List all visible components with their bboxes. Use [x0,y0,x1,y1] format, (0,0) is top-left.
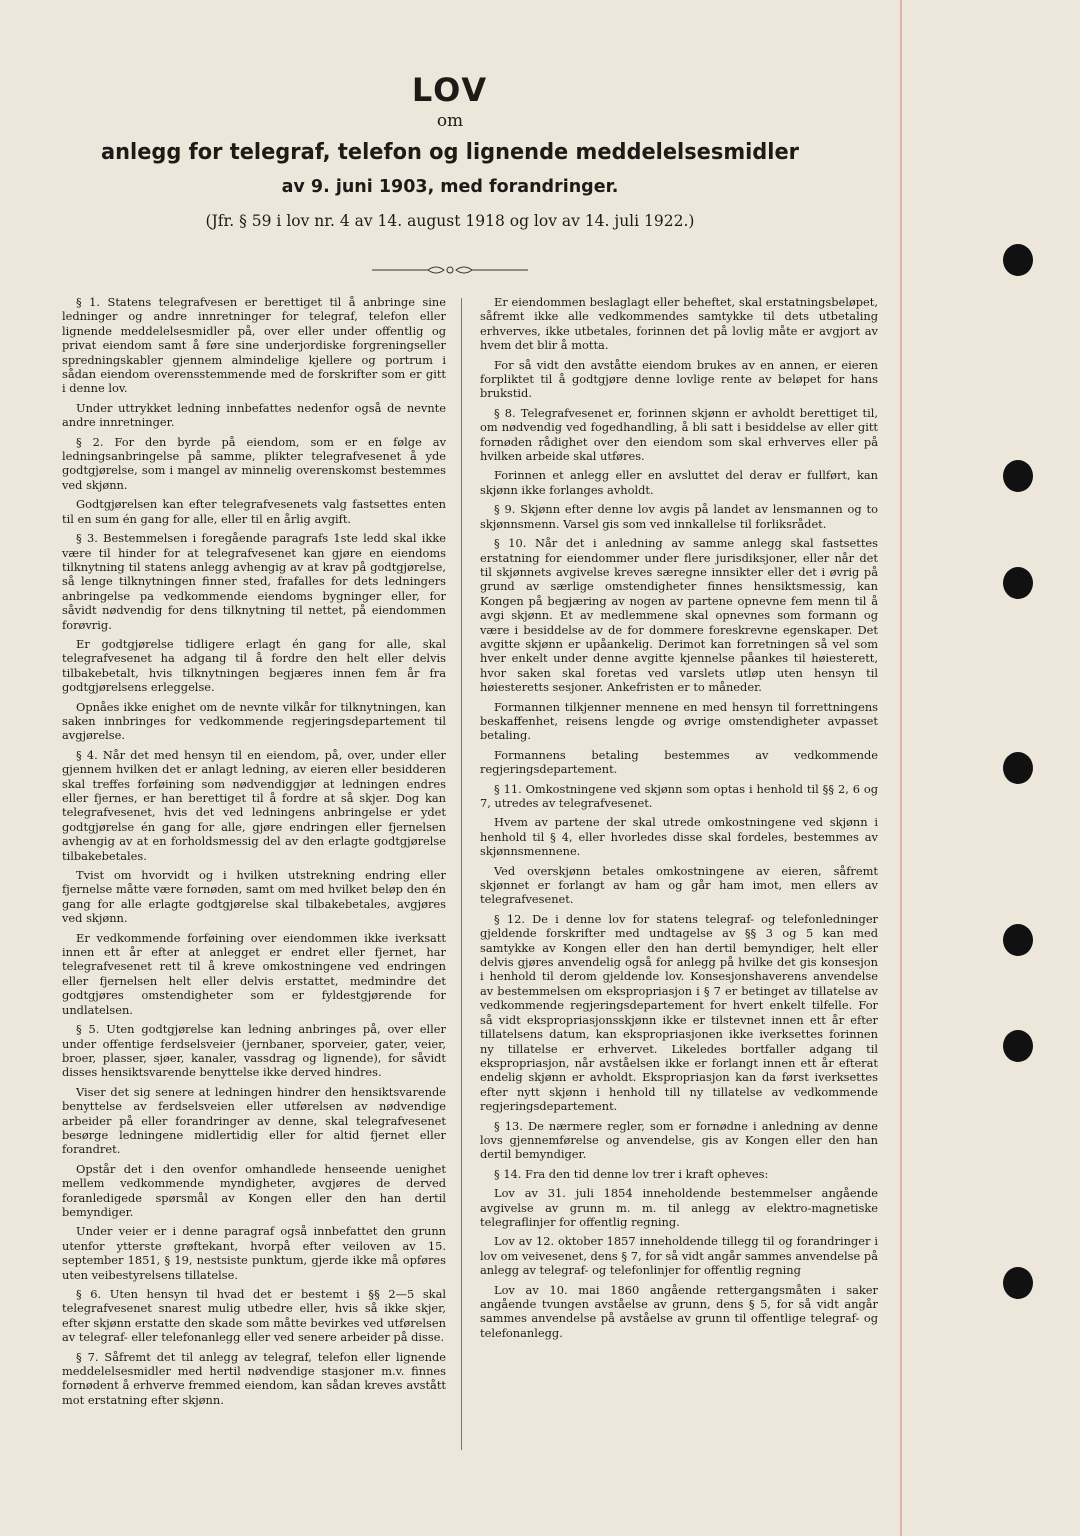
paragraph: § 5. Uten godtgjørelse kan ledning anbringes på, over eller under offentige ferdselsveier (jernbaner, sporveier, gater, veier, broer, plasser, sjøer, kanaler, vassdrag og lignende), for såvidt disses hensiktsvarende benyttelse ikke derved hindres. [62,1022,446,1080]
paragraph: § 14. Fra den tid denne lov trer i kraft opheves: [494,1166,769,1181]
paragraph: Under veier er i denne paragraf også innbefattet den grunn utenfor ytterste grøftekant, hvorpå efter veiloven av 15. september 1851, § 19, nestsiste punktum, gjerde ikke må opføres uten veibestyrelsens tillatelse. [62,1224,446,1282]
punch-hole-icon [1003,460,1033,492]
title-connector: om [436,111,464,131]
paragraph: Lov av 12. oktober 1857 inneholdende tillegg til og forandringer i lov om veivesenet, dens § 7, for så vidt angår sammes anvendelse på anlegg av telegraf- og telefonlinjer for offentlig regning [480,1234,878,1278]
punch-hole-icon [1003,1267,1033,1299]
punch-hole-icon [1003,1030,1033,1062]
paragraph: § 10. Når det i anledning av samme anlegg skal fastsettes erstatning for eiendommer under flere jurisdiksjoner, eller når det til skjønnets avgivelse kreves særegne innsikter eller det i øvrig på grund av særlige omstendigheter finnes hensiktsmessig, kan Kongen på begjæring av nogen av partene opnevne fem menn til å avgi skjønn. Et av medlemmene skal opnevnes som formann og være i besiddelse av de for dommere foreskrevne egenskaper. Det avgitte skjønn er upåankelig. Derimot kan forretningen så vel som hver enkelt under denne avgitte kjennelse påankes til høiesterett, hvor saken skal foretas ved varslets utløp uten hensyn til høiesteretts sesjoner. Ankefristen er to måneder. [480,536,878,695]
paragraph: § 2. For den byrde på eiendom, som er en følge av ledningsanbringelse på samme, plikter telegrafvesenet å yde godtgjørelse, som i mangel av minnelig overenskomst bestemmes ved skjønn. [62,434,446,492]
paragraph: Er godtgjørelse tidligere erlagt én gang for alle, skal telegrafvesenet ha adgang til å fordre den helt eller delvis tilbakebetalt, hvis tilknytningen begjæres innen fem år fra godtgjørelsens erleggelse. [62,636,446,695]
paragraph: Er vedkommende forføining over eiendommen ikke iverksatt innen ett år efter at anlegget er endret eller fjernet, har telegrafvesenet rett til å kreve omkostningene ved endringen eller fjernelsen helt eller delvis erstattet, medmindre det godtgjøres omstendigheter som er fyldestgjørende for undlatelsen. [62,930,446,1017]
paragraph: § 1. Statens telegrafvesen er berettiget til å anbringe sine ledninger og andre innretninger for telegraf, telefon eller lignende meddelelsesmidler på, over eller under offentlig og privat eiendom samt å føre sine underjordiske forgreningseller spredningskabler gjennem almindelige kjellere og portrum i sådan eiendom overensstemmende med de forskrifter som er gitt i denne lov. [62,295,446,396]
margin-line [900,0,902,1536]
left-column [62,295,446,1412]
paragraph: Er eiendommen beslaglagt eller beheftet, skal erstatningsbeløpet, såfremt ikke alle vedkommendes samtykke til dets utbetaling erhverves, ikke utbetales, forinnen det på lovlig måte er avgjort av hvem det blir å motta. [480,295,878,353]
paragraph: § 13. De nærmere regler, som er fornødne i anledning av denne lovs gjennemførelse og anvendelse, gis av Kongen eller den han dertil bemyndiger. [480,1118,878,1162]
punch-hole-icon [1003,752,1033,784]
paragraph: Hvem av partene der skal utrede omkostningene ved skjønn i henhold til § 4, eller hvorledes disse skal fordeles, bestemmes av skjønnsmennene. [480,815,878,859]
punch-hole-icon [1003,567,1033,599]
paragraph: § 4. Når det med hensyn til en eiendom, på, over, under eller gjennem hvilken det er anlagt ledning, av eieren eller besidderen skal treffes forføining som nødvendiggjør at ledningen endres eller fjernes, er han berettiget til å fordre at så skjer. Dog kan telegrafvesenet, hvis det ved ledningens anbringelse er ydet godtgjørelse én gang for alle, gjøre endringen eller fjernelsen avhengig av at en forholdsmessig del av den erlagte godtgjørelse tilbakebetales. [62,747,446,863]
paragraph: § 9. Skjønn efter denne lov avgis på landet av lensmannen og to skjønnsmenn. Varsel gis som ved innkallelse til forliksrådet. [480,502,878,531]
right-column [480,295,878,1345]
paragraph: Tvist om hvorvidt og i hvilken utstrekning endring eller fjernelse måtte være fornøden, samt om med hvilket beløp den én gang for alle erlagte godtgjørelse skal tilbakebetales, avgjøres ved skjønn. [62,868,446,926]
paragraph: Godtgjørelsen kan efter telegrafvesenets valg fastsettes enten til en sum én gang for alle, eller til en årlig avgift. [62,497,446,526]
law-subtitle: anlegg for telegraf, telefon og lignende meddelelsesmidler [101,139,799,165]
column-divider [461,298,462,1450]
paragraph: Opnåes ikke enighet om de nevnte vilkår for tilknytningen, kan saken innbringes for vedkommende regjeringsdepartement til avgjørelse. [62,699,446,743]
paragraph: Ved overskjønn betales omkostningene av eieren, såfremt skjønnet er forlangt av ham og går ham imot, men ellers av telegrafvesenet. [480,863,878,907]
paragraph: § 7. Såfremt det til anlegg av telegraf, telefon eller lignende meddelelsesmidler med hertil nødvendige stasjoner m.v. finnes fornødent å erhverve fremmed eiendom, kan sådan kreves avstått mot erstatning efter skjønn. [62,1349,446,1407]
paragraph: § 12. De i denne lov for statens telegraf- og telefonledninger gjeldende forskrifter med undtagelse av §§ 3 og 5 kan med samtykke av Kongen eller den han dertil bemyndiger, helt eller delvis gjøres anvendelig også for anlegg på hvilke det gis konsesjon i henhold til derom gjeldende lov. Konsesjonshaverens anvendelse av bestemmelsen om ekspropriasjon i § 7 er betinget av tillatelse av vedkommende regjeringsdepartement for hvert enkelt tilfelle. For så vidt ekspropriasjonsskjønn ikke er tilstevnet innen ett år efter tillatelsens datum, kan ekspropriasjonen ikke iverksettes forinnen ny tillatelse er erhvervet. Likeledes bortfaller adgang til ekspropriasjon, når avståelsen ikke er forlangt innen ett år efterat endelig skjønn er avholdt. Ekspropriasjon kan da først iverksettes efter nytt skjønn i henhold till ny tillatelse av vedkommende regjeringsdepartement. [480,911,878,1114]
paragraph: Formannens betaling bestemmes av vedkommende regjeringsdepartement. [480,747,878,777]
paragraph: § 6. Uten hensyn til hvad det er bestemt i §§ 2—5 skal telegrafvesenet snarest mulig utbedre eller, hvis så ikke skjer, efter skjønn erstatte den skade som måtte bevirkes ved utførelsen av telegraf- eller telefonanlegg eller ved senere arbeider på disse. [62,1287,446,1345]
paragraph: Lov av 10. mai 1860 angående rettergangsmåten i saker angående tvungen avståelse av grunn, dens § 5, for så vidt angår sammes anvendelse på avståelse av grunn til offentlige telegraf- og telefonanlegg. [480,1282,878,1340]
punch-hole-icon [1003,244,1033,276]
punch-hole-icon [1003,924,1033,956]
paragraph: Opstår det i den ovenfor omhandlede henseende uenighet mellem vedkommende myndigheter, avgjøres de derved foranledigede spørsmål av Kongen eller den han dertil bemyndiger. [62,1161,446,1219]
paragraph: Forinnen et anlegg eller en avsluttet del derav er fullført, kan skjønn ikke forlanges avholdt. [480,468,878,497]
law-date: av 9. juni 1903, med forandringer. [281,177,619,197]
law-reference: (Jfr. § 59 i lov nr. 4 av 14. august 1918 og lov av 14. juli 1922.) [205,212,695,230]
paragraph: § 11. Omkostningene ved skjønn som optas i henhold til §§ 2, 6 og 7, utredes av telegrafvesenet. [480,781,878,810]
paragraph: Formannen tilkjenner mennene en med hensyn til forrettningens beskaffenhet, reisens lengde og øvrige omstendigheter avpasset betaling. [480,699,878,743]
paragraph: Viser det sig senere at ledningen hindrer den hensiktsvarende benyttelse av ferdselsveien eller utførelsen av nødvendige arbeider på eller forandringer av denne, skal telegrafvesenet besørge ledningene midlertidig eller for altid fjernet eller forandret. [62,1084,446,1157]
paragraph: § 3. Bestemmelsen i foregående paragrafs 1ste ledd skal ikke være til hinder for at telegrafvesenet kan gjøre en eiendoms tilknytning til statens anlegg avhengig av at krav på godtgjørelse, så lenge tilknytningen finner sted, frafalles for dets ledningers anbringelse pa vedkommende eiendoms bygninger eller, for såvidt nødvendig for dens tilknytning til nettet, på eiendommen forøvrig. [62,531,446,632]
paragraph: § 8. Telegrafvesenet er, forinnen skjønn er avholdt berettiget til, om nødvendig ved fogedhandling, å bli satt i besiddelse av eller gitt fornøden rådighet over den eiendom som skal erhverves eller på hvilken arbeide skal utføres. [480,405,878,464]
ornament-divider-icon [372,262,528,278]
paragraph: Under uttrykket ledning innbefattes nedenfor også de nevnte andre innretninger. [62,400,446,430]
document-header [0,70,900,232]
paragraph: For så vidt den avståtte eiendom brukes av en annen, er eieren forpliktet til å godtgjøre denne lovlige rente av beløpet for hans brukstid. [480,357,878,401]
law-title: LOV [411,71,489,109]
paragraph: Lov av 31. juli 1854 inneholdende bestemmelser angående avgivelse av grunn m. m. til anlegg av elektro-magnetiske telegraflinjer for offentlig regning. [480,1186,878,1229]
